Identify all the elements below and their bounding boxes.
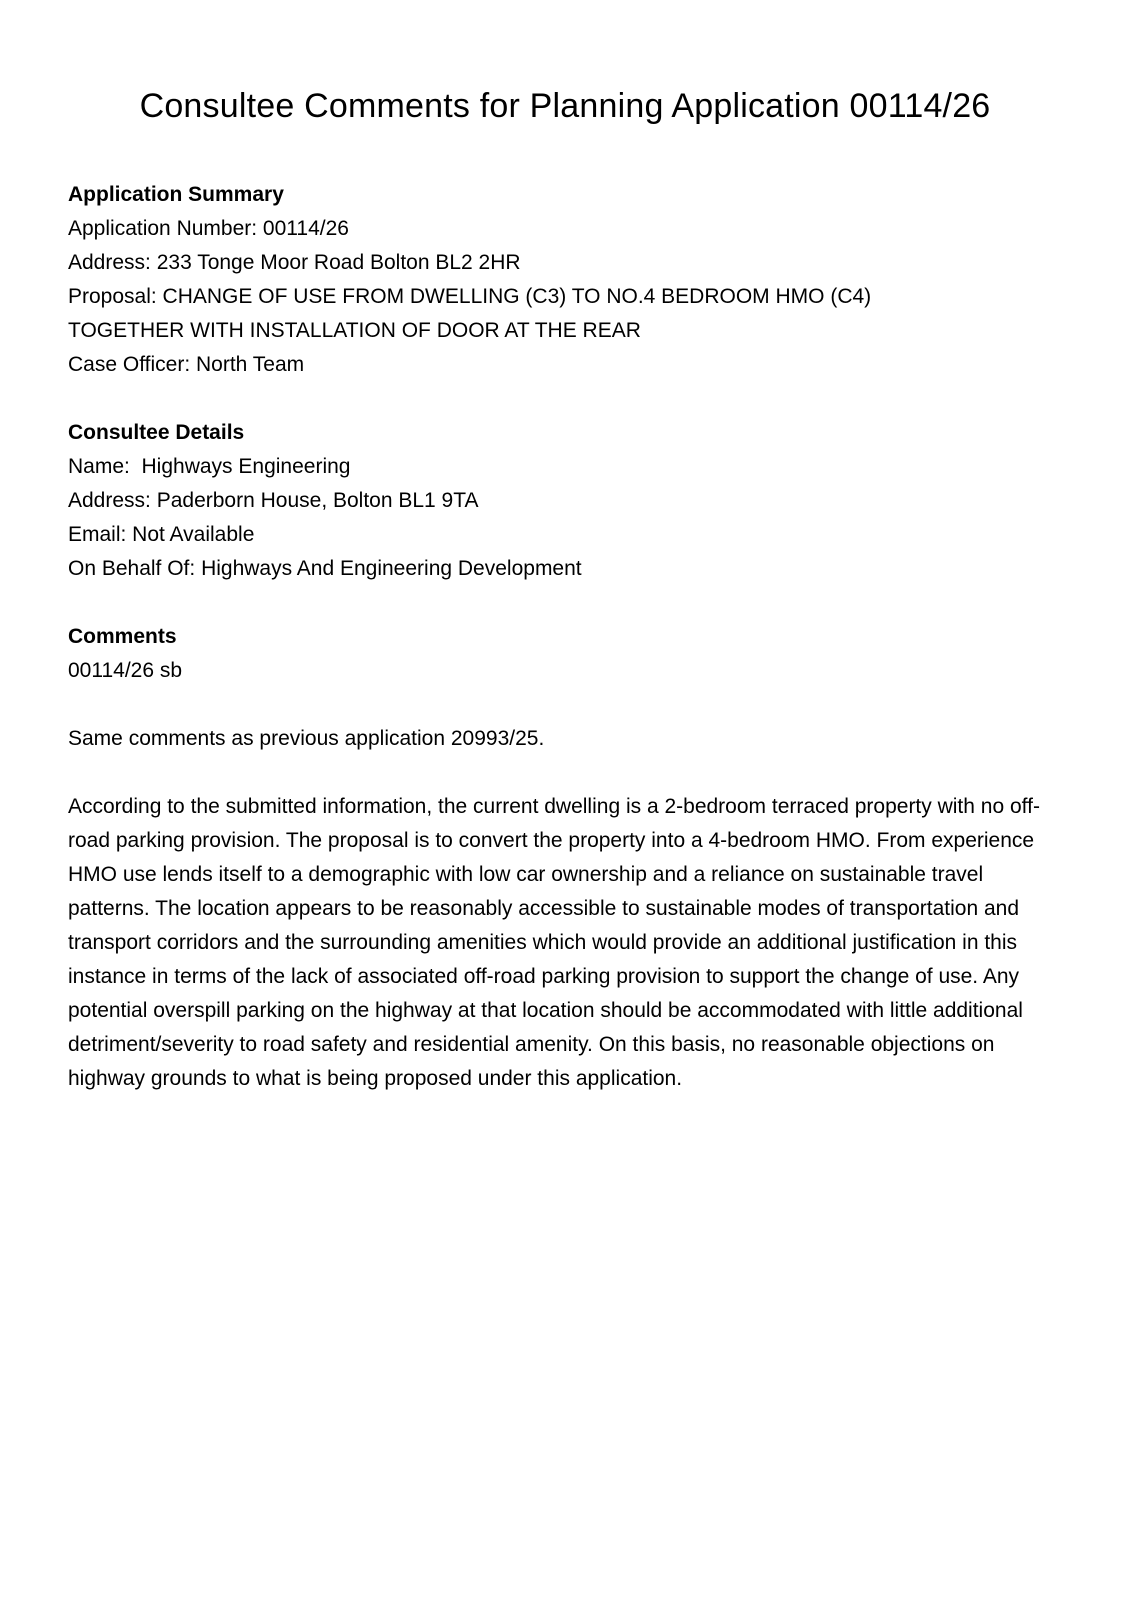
comments-paragraph-2: According to the submitted information, the current dwelling is a 2-bedroom terraced property with no off-road parking provision. The proposal is to convert the property into a 4-bedroom HMO. From experience HMO use lends itself to a demographic with low car ownership and a reliance on sustainable travel patterns. The location appears to be reasonably accessible to sustainable modes of transportation and transport corridors and the surrounding amenities which would provide an additional justification in this instance in terms of the lack of associated off-road parking provision to support the change of use. Any potential overspill parking on the highway at that location should be accommodated with little additional detriment/severity to road safety and residential amenity. On this basis, no reasonable objections on highway grounds to what is being proposed under this application. <box>68 795 1040 1090</box>
consultee-name: Name: Highways Engineering <box>68 455 351 478</box>
application-summary-heading: Application Summary <box>68 183 284 206</box>
consultee-on-behalf-of: On Behalf Of: Highways And Engineering Development <box>68 557 582 580</box>
comments-paragraph-1: Same comments as previous application 20993/25. <box>68 727 545 750</box>
application-summary-section <box>68 178 1068 382</box>
consultee-address: Address: Paderborn House, Bolton BL1 9TA <box>68 489 479 512</box>
proposal-line-1: Proposal: CHANGE OF USE FROM DWELLING (C3) TO NO.4 BEDROOM HMO (C4) <box>68 285 872 308</box>
page-title: Consultee Comments for Planning Application 00114/26 <box>139 87 991 125</box>
comments-reference: 00114/26 sb <box>68 659 183 682</box>
consultee-details-section <box>68 416 1068 586</box>
application-number: Application Number: 00114/26 <box>68 217 349 240</box>
comments-heading: Comments <box>68 625 177 648</box>
comments-section <box>68 620 1068 1096</box>
proposal-line-2: TOGETHER WITH INSTALLATION OF DOOR AT THE REAR <box>68 319 641 342</box>
consultee-email: Email: Not Available <box>68 523 255 546</box>
application-address: Address: 233 Tonge Moor Road Bolton BL2 2HR <box>68 251 521 274</box>
case-officer: Case Officer: North Team <box>68 353 305 376</box>
consultee-details-heading: Consultee Details <box>68 421 245 444</box>
document-body <box>68 178 1068 1130</box>
